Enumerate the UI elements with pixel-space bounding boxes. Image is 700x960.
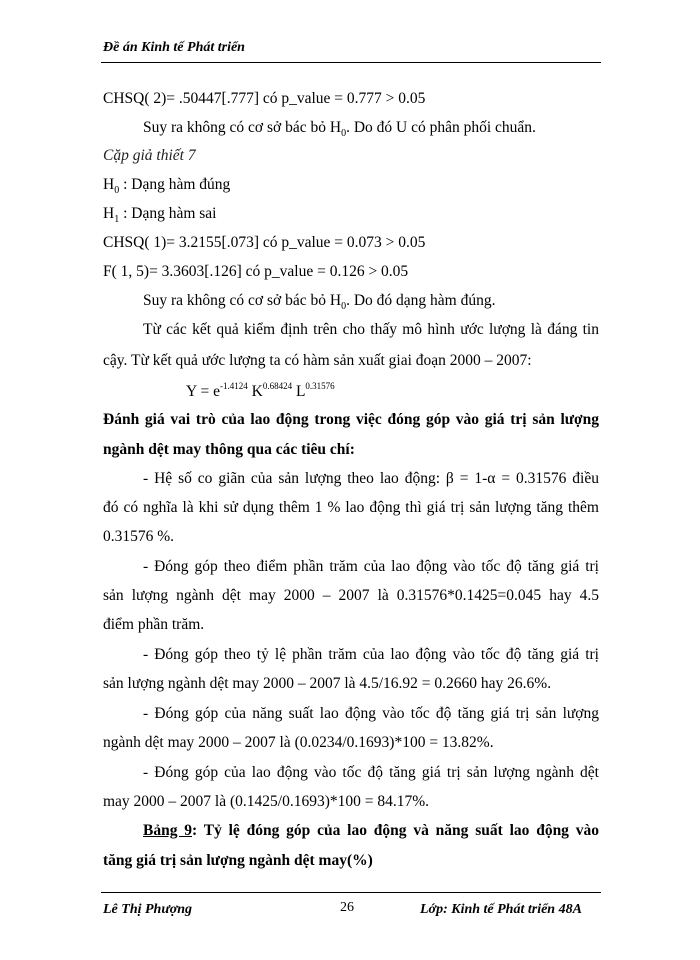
conclusion-1-sub: 0 [341,128,347,139]
conclusion-1-pre: Suy ra không có cơ sở bác bỏ H [143,119,342,136]
table-label: Bảng 9 [143,822,193,839]
formula-exp-l: 0.31576 [305,381,335,391]
bullet-2-line-2: sản lượng ngành dệt may 2000 – 2007 là 0.31576*0.1425=0.045 hay 4.5 [103,587,599,604]
paragraph-1-line-2: cậy. Từ kết quả ước lượng ta có hàm sản xuất giai đoạn 2000 – 2007: [103,352,532,369]
h0-text: : Dạng hàm đúng [119,176,231,193]
bullet-1-line-1: - Hệ số co giãn của sản lượng theo lao động: β = 1-α = 0.31576 điều [143,470,599,487]
table-caption-line-1 [143,822,599,840]
h0-line [103,176,230,196]
bullet-4-line-1: - Đóng góp của năng suất lao động vào tốc độ tăng giá trị sản lượng [143,705,599,722]
conclusion-2-sub: 0 [341,301,347,312]
table-title-part-1: : Tỷ lệ đóng góp của lao động và năng suất lao động vào [192,822,599,839]
conclusion-line-1 [143,119,536,139]
footer-class: Lớp: Kinh tế Phát triển 48A [420,902,582,917]
conclusion-2-pre: Suy ra không có cơ sở bác bỏ H [143,292,342,309]
page-header-title: Đề án Kinh tế Phát triển [103,40,245,55]
header-rule [101,62,601,63]
f-test-line: F( 1, 5)= 3.3603[.126] có p_value = 0.126 > 0.05 [103,263,409,280]
h1-text: : Dạng hàm sai [119,205,217,222]
h1-line [103,205,217,225]
hypothesis-pair-7: Cặp giả thiết 7 [103,147,196,164]
section-heading-line-2: ngành dệt may thông qua các tiêu chí: [103,441,355,458]
conclusion-2-post: . Do đó dạng hàm đúng. [346,292,496,309]
h1-label: H [103,205,115,222]
section-heading-line-1: Đánh giá vai trò của lao động trong việc đóng góp vào giá trị sản lượng [103,411,599,428]
footer-author: Lê Thị Phượng [103,902,193,917]
conclusion-line-2 [143,292,495,312]
bullet-3-line-1: - Đóng góp theo tỷ lệ phần trăm của lao động vào tốc độ tăng giá trị [143,646,599,663]
bullet-2-line-1: - Đóng góp theo điểm phần trăm của lao động vào tốc độ tăng giá trị [143,558,599,575]
formula-l: L [292,383,306,400]
h0-sub: 0 [114,185,120,196]
bullet-5-line-1: - Đóng góp của lao động vào tốc độ tăng giá trị sản lượng ngành dệt [143,764,599,781]
chsq1-line: CHSQ( 1)= 3.2155[.073] có p_value = 0.073 > 0.05 [103,234,426,251]
bullet-4-line-2: ngành dệt may 2000 – 2007 là (0.0234/0.1693)*100 = 13.82%. [103,734,494,751]
formula-k: K [247,383,263,400]
conclusion-1-post: . Do đó U có phân phối chuẩn. [346,119,536,136]
h1-sub: 1 [114,214,120,225]
bullet-5-line-2: may 2000 – 2007 là (0.1425/0.1693)*100 = 84.17%. [103,793,430,810]
chsq2-line: CHSQ( 2)= .50447[.777] có p_value = 0.777 > 0.05 [103,90,426,107]
formula-exp-e: -1.4124 [220,381,248,391]
page-number: 26 [340,900,354,915]
bullet-1-line-3: 0.31576 %. [103,528,175,545]
footer-rule [101,892,601,893]
formula-y: Y = e [186,383,220,400]
h0-label: H [103,176,115,193]
bullet-1-line-2: đó có nghĩa là khi sử dụng thêm 1 % lao động thì giá trị sản lượng tăng thêm [103,499,599,516]
formula-exp-k: 0.68424 [262,381,293,391]
bullet-2-line-3: điểm phần trăm. [103,616,205,633]
paragraph-1-line-1: Từ các kết quả kiểm định trên cho thấy mô hình ước lượng là đáng tin [143,321,599,338]
table-caption-line-2: tăng giá trị sản lượng ngành dệt may(%) [103,852,373,869]
production-function-formula [186,381,335,401]
bullet-3-line-2: sản lượng ngành dệt may 2000 – 2007 là 4.5/16.92 = 0.2660 hay 26.6%. [103,675,552,692]
